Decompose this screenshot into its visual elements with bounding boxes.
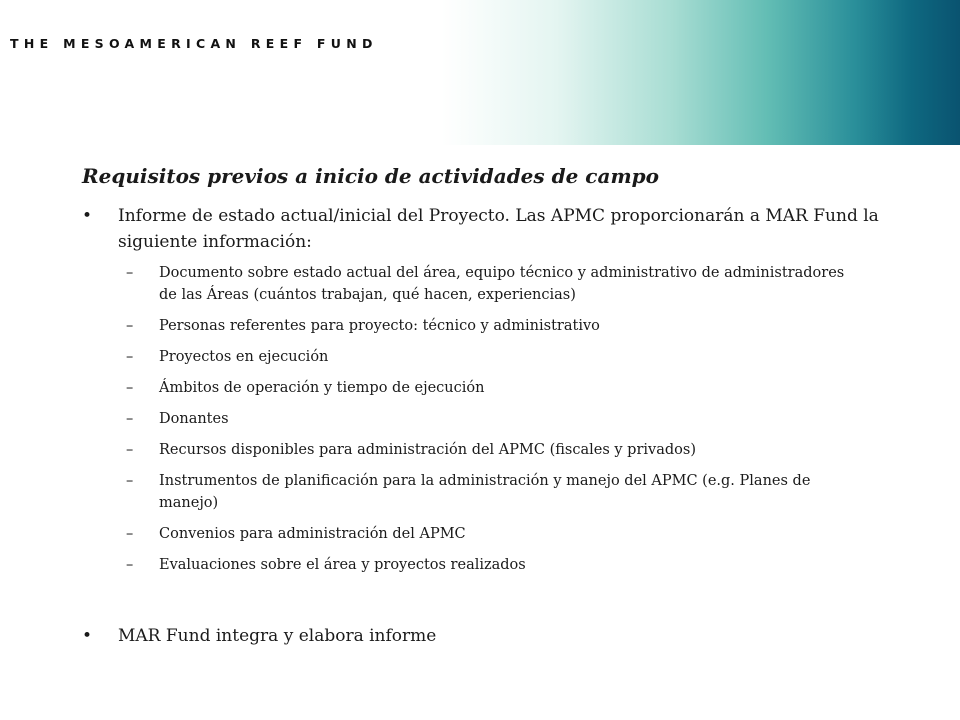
sub-item — [126, 554, 846, 576]
sub-item — [126, 439, 846, 461]
sub-list — [126, 262, 846, 585]
sub-item — [126, 262, 846, 306]
sub-item — [126, 470, 846, 514]
sub-item-text: Proyectos en ejecución — [159, 349, 329, 365]
bullet-marker: • — [82, 626, 93, 646]
slide-title: Requisitos previos a inicio de actividades de campo — [82, 164, 659, 188]
bullet-item — [82, 623, 882, 649]
bullet-item — [82, 203, 882, 255]
sub-item-text: Documento sobre estado actual del área, equipo técnico y administrativo de administradores de las Áreas (cuántos trabajan, qué hacen, experiencias) — [159, 265, 845, 303]
bullet-marker: • — [82, 206, 93, 226]
dash-marker: – — [126, 349, 134, 365]
header-gradient-banner — [0, 0, 960, 145]
dash-marker: – — [126, 318, 134, 334]
sub-item — [126, 315, 846, 337]
sub-item-text: Convenios para administración del APMC — [159, 526, 466, 542]
bullet-text: Informe de estado actual/inicial del Proyecto. Las APMC proporcionarán a MAR Fund la siguiente información: — [118, 206, 879, 252]
sub-item-text: Evaluaciones sobre el área y proyectos realizados — [159, 557, 526, 573]
dash-marker: – — [126, 526, 134, 542]
sub-item-text: Instrumentos de planificación para la administración y manejo del APMC (e.g. Planes de manejo) — [159, 473, 811, 511]
sub-item-text: Ámbitos de operación y tiempo de ejecución — [159, 380, 485, 396]
sub-item — [126, 377, 846, 399]
bullet-text: MAR Fund integra y elabora informe — [118, 626, 437, 646]
sub-item-text: Personas referentes para proyecto: técnico y administrativo — [159, 318, 600, 334]
dash-marker: – — [126, 411, 134, 427]
dash-marker: – — [126, 265, 134, 281]
dash-marker: – — [126, 557, 134, 573]
dash-marker: – — [126, 473, 134, 489]
sub-item-text: Donantes — [159, 411, 229, 427]
sub-item-text: Recursos disponibles para administración del APMC (fiscales y privados) — [159, 442, 696, 458]
dash-marker: – — [126, 442, 134, 458]
dash-marker: – — [126, 380, 134, 396]
brand-wordmark: THE MESOAMERICAN REEF FUND — [10, 36, 378, 51]
sub-item — [126, 346, 846, 368]
sub-item — [126, 523, 846, 545]
sub-item — [126, 408, 846, 430]
